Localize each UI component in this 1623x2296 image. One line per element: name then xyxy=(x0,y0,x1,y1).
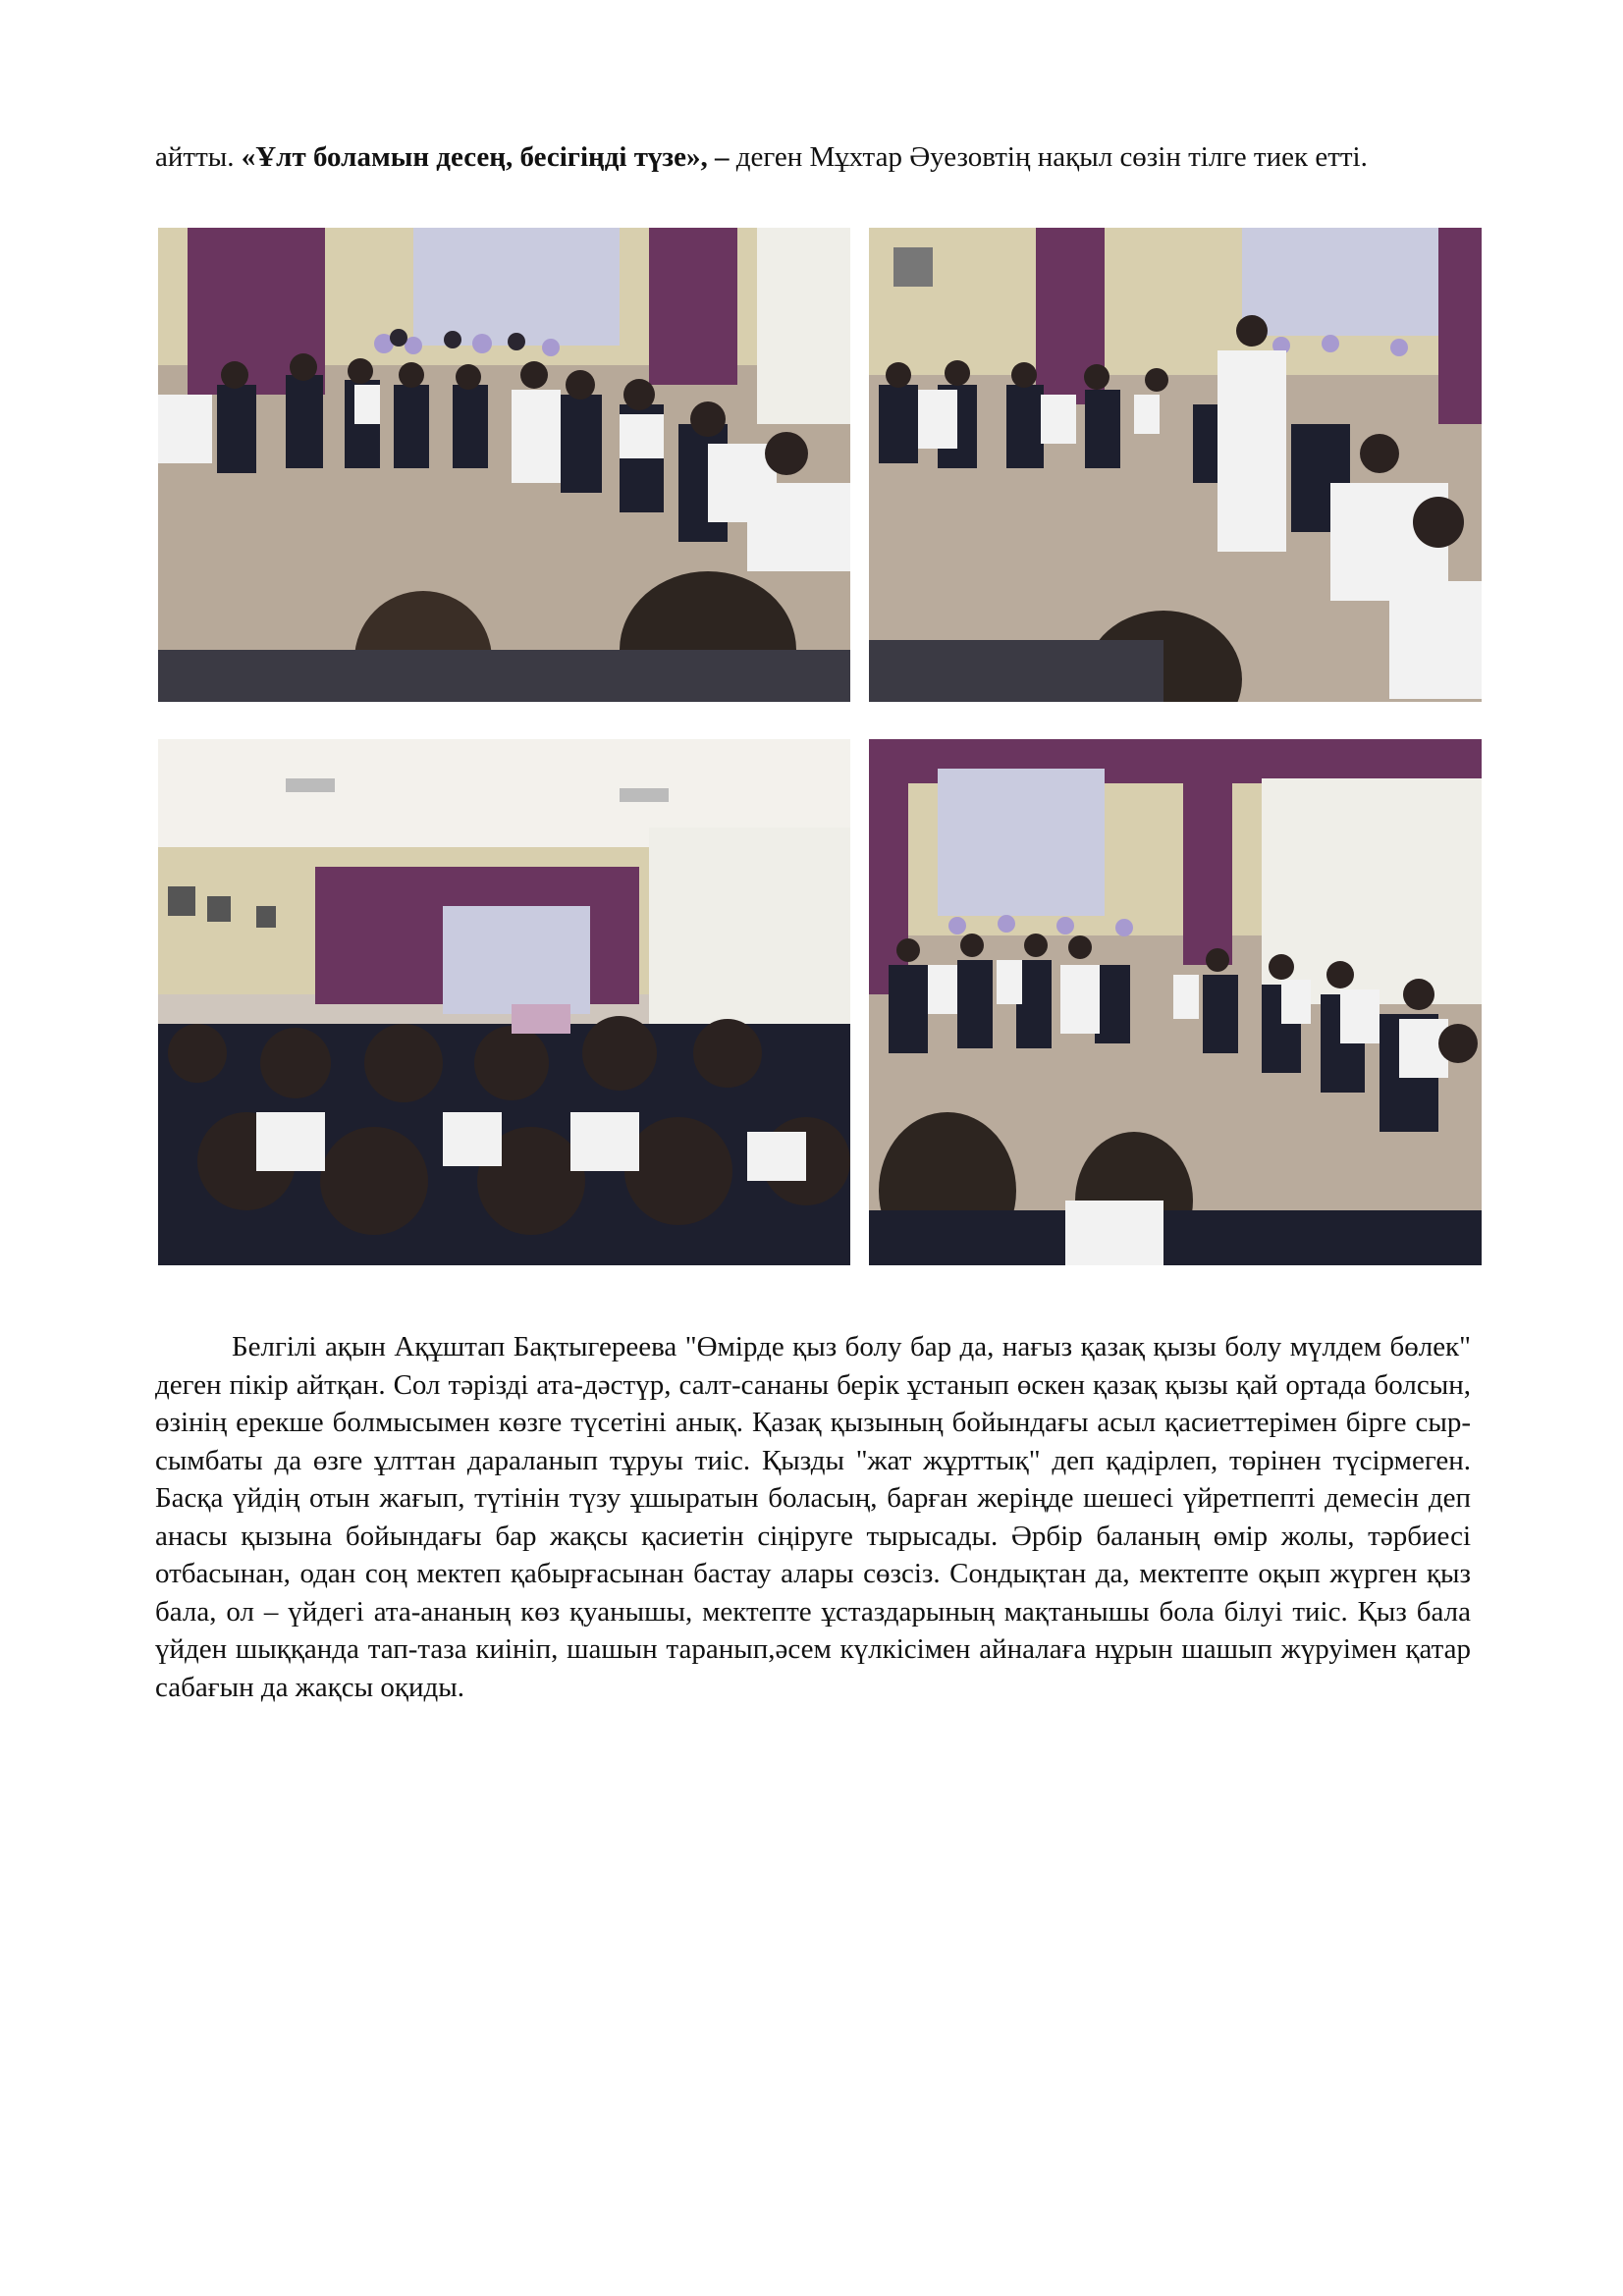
intro-quote: «Ұлт боламын десең, бесігіңді түзе», – xyxy=(241,141,730,173)
photo-wide-circle xyxy=(869,739,1482,1265)
intro-paragraph xyxy=(155,136,1471,178)
photo-circle-discussion xyxy=(158,228,850,702)
photo-hall-audience xyxy=(158,739,850,1265)
intro-tail: деген Мұхтар Әуезовтің нақыл сөзін тілге тиек етті. xyxy=(735,141,1368,173)
body-paragraph: Белгілі ақын Ақұштап Бақтыгереева "Өмірде қыз болу бар да, нағыз қазақ қызы болу мүлдем бөлек" деген пікір айтқан. Сол тәрізді ата-дәстүр, салт-сананы берік ұстанып өскен қазақ қызы қай ортада болсын, өзінің ерекше болмысымен көзге түсетіні анық. Қазақ қызының бойындағы асыл қасиеттерімен бірге сыр-сымбаты да өзге ұлттан дараланып тұруы тиіс. Қызды "жат жұрттық" деп қадірлеп, төрінен түсірмеген. Басқа үйдің отын жағып, түтінін түзу ұшыратын боласың, барған жеріңде шешесі үйретпепті демесін деп анасы қызына бойындағы бар жақсы қасиетін сіңіруге тырысады. Әрбір баланың өмір жолы, тәрбиесі отбасынан, одан соң мектеп қабырғасынан бастау алары сөзсіз. Сондықтан да, мектепте оқып жүрген қыз бала, ол – үйдегі ата-ананың көз қуанышы, мектепте ұстаздарының мақтанышы бола білуі тиіс. Қыз бала үйден шыққанда тап-таза киініп, шашын таранып,әсем күлкісімен айналаға нұрын шашып жүруімен қатар сабағын да жақсы оқиды. xyxy=(155,1331,1471,1703)
photo-teacher-speaking xyxy=(869,228,1482,702)
intro-lead: айтты. xyxy=(155,141,235,173)
